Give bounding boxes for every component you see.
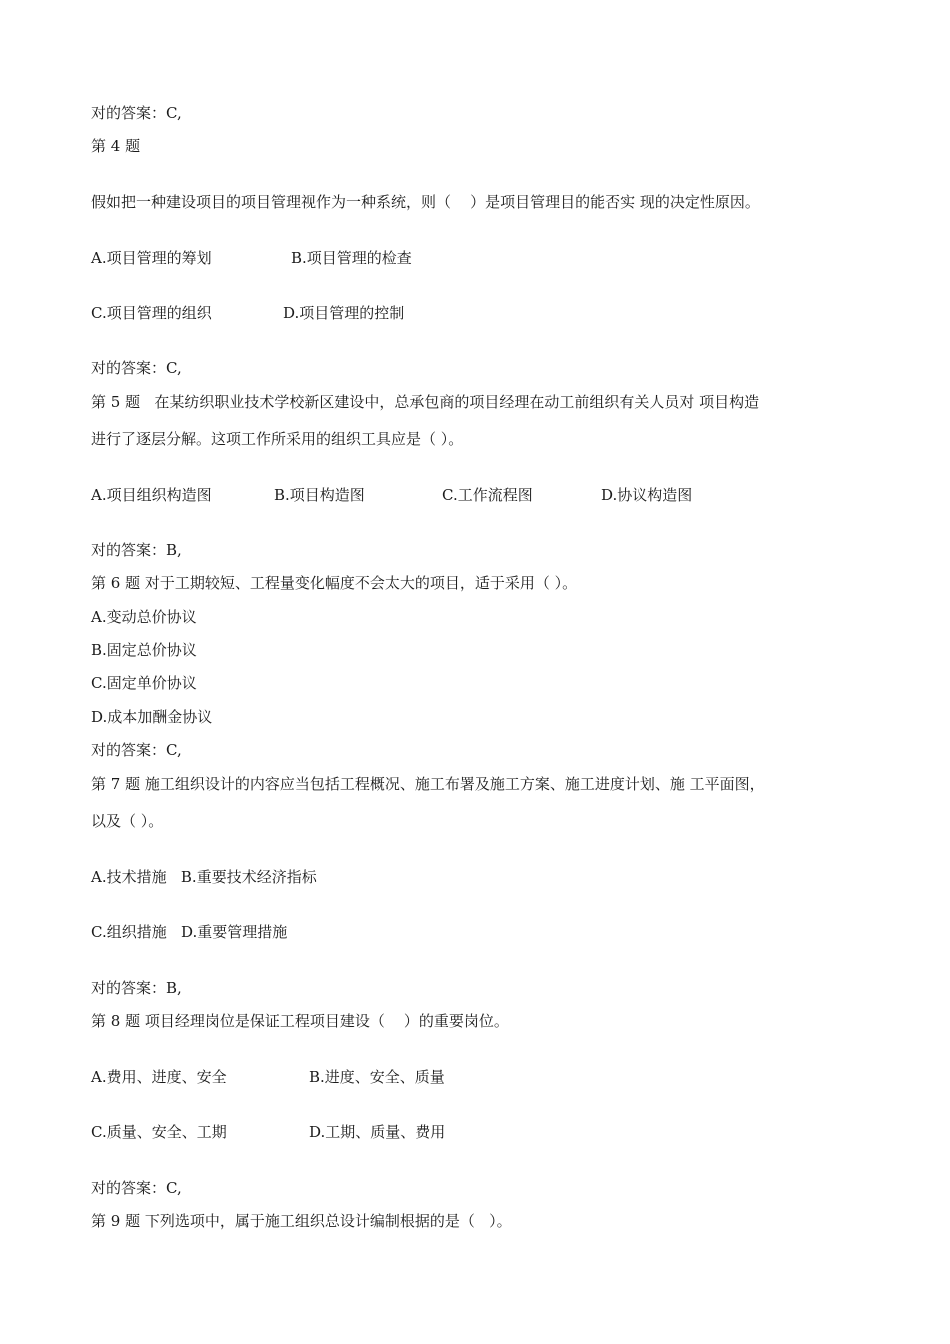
q5-option-d: D.协议构造图 [601, 486, 693, 504]
q5-option-a: A.项目组织构造图 [91, 486, 212, 504]
q4-option-c: C.项目管理的组织 [91, 304, 212, 322]
q8-option-b: B.进度、安全、质量 [309, 1068, 445, 1086]
q4-option-d: D.项目管理的控制 [283, 304, 405, 322]
q8-answer: 对的答案：C, [91, 1179, 182, 1197]
q4-answer: 对的答案：C, [91, 359, 182, 377]
q8-option-d: D.工期、质量、费用 [309, 1123, 446, 1141]
q5-question-line1: 第 5 题 在某纺织职业技术学校新区建设中，总承包商的项目经理在动工前组织有关人员对 项目构造 [91, 393, 760, 411]
q6-answer: 对的答案：C, [91, 741, 182, 759]
q7-question-line1: 第 7 题 施工组织设计的内容应当包括工程概况、施工布署及施工方案、施工进度计划、施 工平面图， [91, 775, 765, 793]
q4-question: 假如把一种建设项目的项目管理视作为一种系统，则（ ）是项目管理目的能否实 现的决定性原因。 [91, 193, 760, 211]
q7-options-cd: C.组织措施 D.重要管理措施 [91, 923, 288, 941]
q6-question: 第 6 题 对于工期较短、工程量变化幅度不会太大的项目，适于采用（ ）。 [91, 574, 578, 592]
q8-option-c: C.质量、安全、工期 [91, 1123, 227, 1141]
q5-answer: 对的答案：B, [91, 541, 182, 559]
q6-option-c: C.固定单价协议 [91, 674, 197, 692]
q4-option-a: A.项目管理的筹划 [91, 249, 212, 267]
q4-title: 第 4 题 [91, 137, 141, 155]
q5-option-c: C.工作流程图 [442, 486, 533, 504]
q8-option-a: A.费用、进度、安全 [91, 1068, 227, 1086]
q7-question-line2: 以及（ ）。 [91, 812, 164, 830]
q5-option-b: B.项目构造图 [274, 486, 365, 504]
q4-option-b: B.项目管理的检查 [291, 249, 412, 267]
q7-answer: 对的答案：B, [91, 979, 182, 997]
q6-option-b: B.固定总价协议 [91, 641, 197, 659]
q6-option-d: D.成本加酬金协议 [91, 708, 213, 726]
q7-options-ab: A.技术措施 B.重要技术经济指标 [91, 868, 317, 886]
q8-question: 第 8 题 项目经理岗位是保证工程项目建设（ ）的重要岗位。 [91, 1012, 509, 1030]
q3-answer: 对的答案：C, [91, 104, 182, 122]
q6-option-a: A.变动总价协议 [91, 608, 197, 626]
q5-question-line2: 进行了逐层分解。这项工作所采用的组织工具应是（ ）。 [91, 430, 464, 448]
q9-question: 第 9 题 下列选项中，属于施工组织总设计编制根据的是（ ）。 [91, 1212, 512, 1230]
